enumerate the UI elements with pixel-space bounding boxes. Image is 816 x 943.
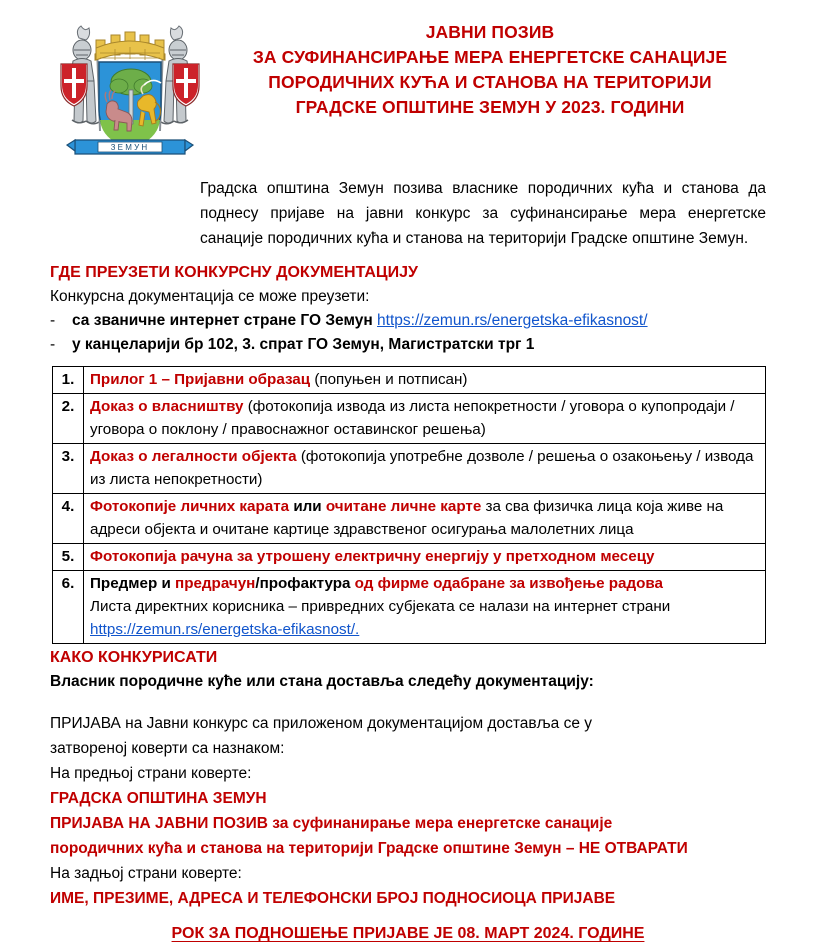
- intro-float-spacer: [0, 176, 200, 251]
- banner-icon: [67, 140, 193, 154]
- where-bullet-2-text: у канцеларији бр 102, 3. спрат ГО Земун, Магистратски трг 1: [72, 336, 535, 353]
- svg-text:C: C: [67, 72, 72, 79]
- where-section-heading: ГДЕ ПРЕУЗЕТИ КОНКУРСНУ ДОКУМЕНТАЦИЈУ: [50, 264, 418, 281]
- table-row: [53, 367, 766, 394]
- svg-text:C: C: [79, 90, 84, 97]
- spacer: [50, 694, 766, 711]
- table-row: [53, 494, 766, 544]
- row-segment-highlight: Доказ о власништву: [90, 398, 244, 415]
- table-row: [53, 571, 766, 644]
- row-segment-bold: Предмер и: [90, 575, 176, 592]
- row-segment-bold: или: [289, 498, 326, 515]
- where-bullet-2: [50, 333, 766, 357]
- where-section-subtitle: Конкурсна документација се може преузети:: [50, 288, 370, 305]
- title-line-1: ЈАВНИ ПОЗИВ: [425, 22, 555, 42]
- row-number: 4.: [53, 494, 84, 544]
- banner-label: ЗЕМУН: [110, 143, 150, 152]
- deadline-notice: [50, 925, 766, 943]
- required-documents-table: [52, 366, 766, 644]
- table-row: [53, 444, 766, 494]
- application-paragraph-line-2: затвореној коверти са назнаком:: [50, 740, 285, 757]
- row-content: [84, 394, 766, 444]
- row-segment-bold: /профактура: [255, 575, 355, 592]
- deadline-text: РОК ЗА ПОДНОШЕЊЕ ПРИЈАВЕ ЈЕ 08. МАРТ 2024. ГОДИНЕ: [171, 925, 645, 942]
- zemun-coat-of-arms-icon: [55, 16, 205, 176]
- envelope-back-line: ИМЕ, ПРЕЗИМЕ, АДРЕСА И ТЕЛЕФОНСКИ БРОЈ ПОДНОСИОЦА ПРИЈАВЕ: [50, 890, 616, 907]
- document-title: [210, 14, 766, 120]
- row-segment-highlight: Доказ о легалности објекта: [90, 448, 297, 465]
- how-section-heading: КАКО КОНКУРИСАТИ: [50, 649, 218, 666]
- row-content: [84, 367, 766, 394]
- row-segment-highlight: очитане личне карте: [325, 498, 482, 515]
- where-bullet-1: [50, 309, 766, 333]
- row-segment-highlight: Фотокопије личних карата: [90, 498, 290, 515]
- row-content: [84, 544, 766, 571]
- application-paragraph-line-1: ПРИЈАВА на Јавни конкурс са приложеном документацијом доставља се у: [50, 715, 593, 732]
- row-content: [84, 571, 766, 644]
- title-line-2: ЗА СУФИНАНСИРАЊЕ МЕРА ЕНЕРГЕТСКЕ САНАЦИЈЕ: [252, 47, 728, 67]
- envelope-front-line-3: породичних кућа и станова на територији Градске општине Земун – НЕ ОТВАРАТИ: [50, 840, 688, 857]
- row-segment-highlight: Фотокопија рачуна за утрошену електричну енергију у претходном месецу: [90, 548, 655, 565]
- row-number: 1.: [53, 367, 84, 394]
- title-line-4: ГРАДСКЕ ОПШТИНЕ ЗЕМУН У 2023. ГОДИНИ: [295, 97, 685, 117]
- zemun-energy-link[interactable]: https://zemun.rs/energetska-efikasnost/.: [90, 621, 360, 638]
- row-number: 5.: [53, 544, 84, 571]
- row-segment-highlight: од фирме одабране за извођење радова: [354, 575, 663, 592]
- envelope-front-line-2: ПРИЈАВА НА ЈАВНИ ПОЗИВ за суфинанирање мера енергетске санације: [50, 815, 613, 832]
- row-segment-highlight: Прилог 1 – Пријавни образац: [90, 371, 311, 388]
- how-section-bold-intro: Власник породичне куће или стана доставља следећу документацију:: [50, 673, 594, 690]
- svg-text:C: C: [67, 90, 72, 97]
- row-segment-highlight: предрачун: [175, 575, 256, 592]
- row-segment-plain: (фотокопија извода из листа непокретности / уговора о купопродаји / уговора о поклону / правоснажног оставинског решења): [90, 398, 735, 438]
- intro-paragraph: [50, 176, 766, 251]
- bullet-dash-icon: -: [50, 336, 56, 353]
- title-line-3: ПОРОДИЧНИХ КУЋА И СТАНОВА НА ТЕРИТОРИЈИ: [268, 72, 712, 92]
- zemun-energy-link[interactable]: https://zemun.rs/energetska-efikasnost/: [377, 312, 648, 329]
- row-number: 2.: [53, 394, 84, 444]
- where-bullet-1-text: са званичне интернет стране ГО Земун: [72, 312, 378, 329]
- row-number: 3.: [53, 444, 84, 494]
- table-body: [53, 367, 766, 644]
- document-header: [50, 0, 766, 176]
- crest-container: [50, 14, 210, 176]
- row-content: [84, 444, 766, 494]
- mural-crown-icon: [95, 32, 165, 60]
- row-segment-plain: за сва физичка лица која живе на адреси објекта и очитане картице здравственог осигурања малолетних лица: [90, 498, 724, 538]
- table-row: [53, 544, 766, 571]
- how-to-apply-section: [50, 646, 766, 911]
- row-content: [84, 494, 766, 544]
- envelope-back-label: На задњој страни коверте:: [50, 865, 242, 882]
- row-segment-plain: Листа директних корисника – привредних субјеката се налази на интернет страни: [90, 598, 671, 615]
- shield-icon: [99, 62, 161, 149]
- table-row: [53, 394, 766, 444]
- envelope-front-line-1: ГРАДСКА ОПШТИНА ЗЕМУН: [50, 790, 267, 807]
- bullet-dash-icon: -: [50, 312, 56, 329]
- envelope-front-label: На предњој страни коверте:: [50, 765, 252, 782]
- row-segment-plain: (попуњен и потписан): [310, 371, 468, 388]
- row-number: 6.: [53, 571, 84, 644]
- svg-text:C: C: [79, 72, 84, 79]
- intro-text: Градска општина Земун позива власнике породичних кућа и станова да поднесу пријаве на јавни конкурс за суфинансирање мера енергетске санације породичних кућа и станова на територији Градске општине Земун.: [200, 180, 766, 247]
- row-segment-plain: (фотокопија употребне дозволе / решења о озакоњењу / извода из листа непокретности): [90, 448, 754, 488]
